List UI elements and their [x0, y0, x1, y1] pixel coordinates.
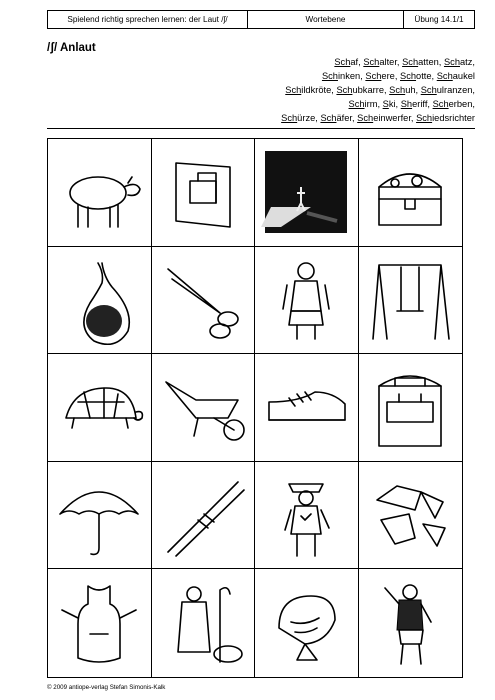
- word-line: [175, 83, 475, 97]
- word-onset: Sch: [436, 71, 453, 81]
- picture-cell: [255, 139, 359, 247]
- sheriff-icon: [261, 470, 351, 560]
- referee-icon: [365, 578, 455, 668]
- picture-cell: [48, 139, 152, 247]
- word-onset: Sch: [285, 85, 302, 95]
- scissors-icon: [158, 255, 248, 345]
- word-rest: uh,: [405, 85, 421, 95]
- word-onset: S: [382, 99, 389, 109]
- shepherd-icon: [158, 578, 248, 668]
- scotsman-icon: [261, 255, 351, 345]
- header-level: Wortebene: [248, 11, 404, 28]
- word-onset: Sch: [389, 85, 406, 95]
- header-bar: [47, 10, 475, 29]
- word-onset: Sch: [320, 113, 337, 123]
- header-series-title: Spielend richtig sprechen lernen: der Laut /ʃ/: [48, 11, 248, 28]
- word-rest: einwerfer,: [373, 113, 417, 123]
- apron-icon: [54, 578, 144, 668]
- ski-icon: [158, 470, 248, 560]
- word-onset: Sch: [416, 113, 433, 123]
- picture-cell: [255, 569, 359, 677]
- word-onset: Sch: [357, 113, 374, 123]
- wheelbarrow-icon: [158, 362, 248, 452]
- sheep-icon: [54, 147, 144, 237]
- school-bag-icon: [365, 362, 455, 452]
- umbrella-icon: [54, 470, 144, 560]
- treasure-chest-icon: [365, 147, 455, 237]
- word-rest: irm,: [364, 99, 383, 109]
- tortoise-icon: [54, 362, 144, 452]
- picture-cell: [152, 462, 256, 570]
- word-rest: ere,: [381, 71, 401, 81]
- swing-icon: [365, 255, 455, 345]
- word-onset: Sch: [363, 57, 380, 67]
- picture-cell: [359, 139, 463, 247]
- headlight-icon: [261, 578, 351, 668]
- word-rest: ubkarre,: [352, 85, 390, 95]
- word-list: [175, 55, 475, 125]
- picture-cell: [255, 462, 359, 570]
- shoe-icon: [261, 362, 351, 452]
- picture-cell: [152, 354, 256, 462]
- picture-cell: [48, 462, 152, 570]
- picture-cell: [255, 354, 359, 462]
- picture-cell: [359, 354, 463, 462]
- ham-icon: [54, 255, 144, 345]
- word-onset: Sch: [443, 57, 460, 67]
- word-onset: Sch: [420, 85, 437, 95]
- picture-cell: [359, 247, 463, 355]
- divider: [47, 128, 475, 129]
- copyright-footer: © 2009 antiope-verlag Stefan Simonis-Kalk: [47, 684, 166, 691]
- picture-cell: [48, 569, 152, 677]
- word-line: [175, 111, 475, 125]
- word-onset: Sch: [281, 113, 298, 123]
- word-onset: Sch: [348, 99, 365, 109]
- word-line: [175, 97, 475, 111]
- word-rest: atz,: [460, 57, 475, 67]
- word-onset: Sch: [321, 71, 338, 81]
- word-onset: Sch: [432, 99, 449, 109]
- word-rest: atten,: [418, 57, 444, 67]
- word-rest: ki,: [388, 99, 401, 109]
- word-line: [175, 69, 475, 83]
- word-onset: Sch: [365, 71, 382, 81]
- word-onset: Sch: [336, 85, 353, 95]
- word-rest: ulranzen,: [436, 85, 475, 95]
- word-rest: ürze,: [297, 113, 321, 123]
- picture-cell: [152, 139, 256, 247]
- word-onset: Sch: [334, 57, 351, 67]
- word-line: [175, 55, 475, 69]
- word-rest: äfer,: [336, 113, 358, 123]
- light-switch-icon: [158, 147, 248, 237]
- word-onset: Sch: [400, 71, 417, 81]
- picture-cell: [255, 247, 359, 355]
- word-rest: otte,: [416, 71, 437, 81]
- word-rest: inken,: [337, 71, 366, 81]
- shards-icon: [365, 470, 455, 560]
- page-title: /ʃ/ Anlaut: [47, 42, 96, 54]
- word-onset: Sch: [402, 57, 419, 67]
- picture-cell: [48, 247, 152, 355]
- picture-grid: [47, 138, 463, 678]
- shadow-icon: [261, 147, 351, 237]
- picture-cell: [359, 462, 463, 570]
- word-onset: Sh: [400, 99, 413, 109]
- picture-cell: [48, 354, 152, 462]
- picture-cell: [152, 569, 256, 677]
- word-rest: eriff,: [412, 99, 433, 109]
- header-exercise-number: Übung 14.1/1: [414, 15, 464, 24]
- word-rest: alter,: [379, 57, 403, 67]
- picture-cell: [152, 247, 256, 355]
- word-rest: aukel: [452, 71, 475, 81]
- word-rest: ildkröte,: [301, 85, 337, 95]
- picture-cell: [359, 569, 463, 677]
- word-rest: iedsrichter: [432, 113, 475, 123]
- word-rest: af,: [350, 57, 364, 67]
- word-rest: erben,: [448, 99, 475, 109]
